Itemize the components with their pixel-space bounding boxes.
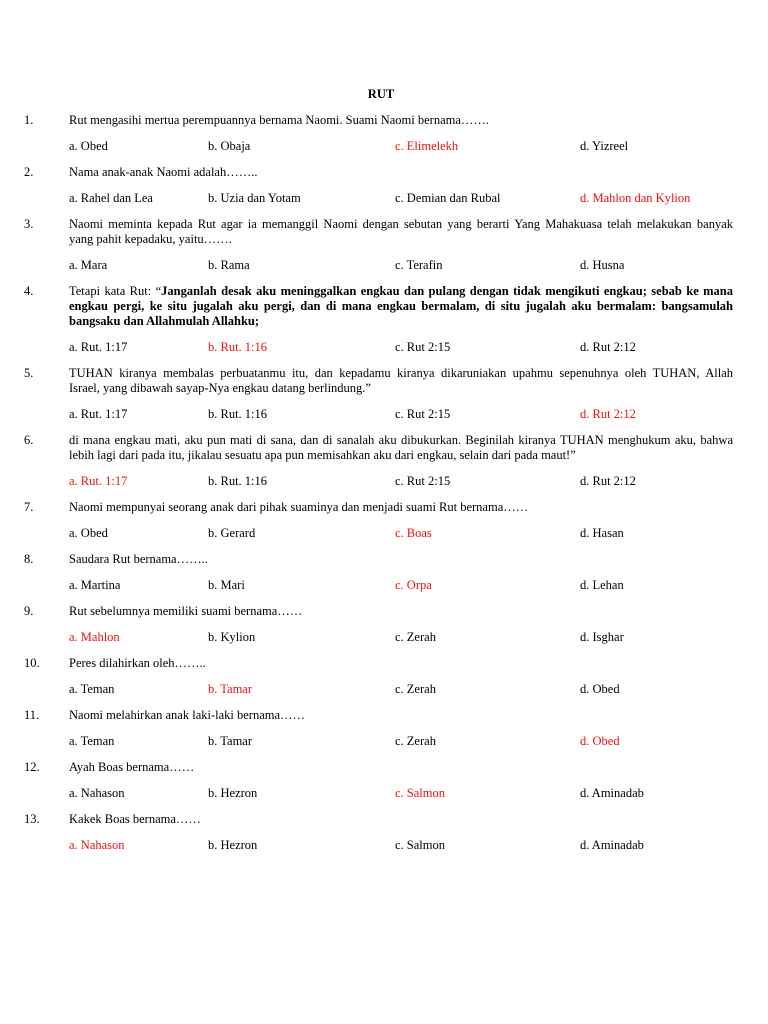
question-5: [0, 366, 733, 422]
question-line: [69, 299, 733, 314]
answer-options: [69, 630, 733, 645]
option-a: a. Mara: [69, 258, 108, 272]
question-number: 1.: [24, 113, 34, 127]
question-number: 11.: [24, 708, 40, 722]
question-text: [69, 552, 733, 567]
question-10: [0, 656, 733, 697]
question-text: [69, 708, 733, 723]
quoted-verse: Janganlah desak aku meninggalkan engkau dan pulang dengan tidak mengikuti engkau; sebab ke mana: [161, 284, 733, 298]
question-line: [69, 500, 733, 515]
question-line: [69, 604, 733, 619]
option-b: b. Tamar: [208, 734, 253, 748]
question-line-text: Naomi meminta kepada Rut agar ia memanggil Naomi dengan sebutan yang berarti Yang Mahakuasa telah melakukan banyak: [69, 217, 733, 231]
question-line-text: TUHAN kiranya membalas perbuatanmu itu, dan kepadamu kiranya dikaruniakan upahmu sepenuhnya oleh TUHAN, Allah: [69, 366, 733, 380]
question-number: 4.: [24, 284, 34, 298]
option-d: d. Isghar: [580, 630, 624, 644]
option-b: b. Kylion: [208, 630, 256, 644]
option-c: c. Salmon: [395, 786, 445, 800]
answer-options: [69, 340, 733, 355]
option-d: d. Aminadab: [580, 838, 644, 852]
question-line: [69, 381, 733, 396]
question-text: [69, 165, 733, 180]
question-line-text: Naomi melahirkan anak laki-laki bernama……: [69, 708, 306, 722]
question-number: 12.: [24, 760, 40, 774]
question-line-text: Rut sebelumnya memiliki suami bernama……: [69, 604, 303, 618]
answer-options: [69, 407, 733, 422]
question-line-text: di mana engkau mati, aku pun mati di sana, dan di sanalah aku dibukurkan. Beginilah kiranya TUHAN menghukum aku, bahwa: [69, 433, 733, 447]
option-b: b. Rut. 1:16: [208, 407, 268, 421]
question-line-text: Nama anak-anak Naomi adalah……..: [69, 165, 258, 179]
question-line: [69, 656, 733, 671]
option-b: b. Mari: [208, 578, 245, 592]
option-c: c. Rut 2:15: [395, 340, 451, 354]
option-a: a. Obed: [69, 139, 108, 153]
answer-options: [69, 258, 733, 273]
answer-options: [69, 838, 733, 853]
question-number: 6.: [24, 433, 34, 447]
question-6: [0, 433, 733, 489]
question-text: [69, 366, 733, 396]
option-b: b. Rut. 1:16: [208, 340, 268, 354]
option-d: d. Aminadab: [580, 786, 644, 800]
option-b: b. Gerard: [208, 526, 256, 540]
question-line: [69, 113, 733, 128]
option-a: a. Rut. 1:17: [69, 407, 128, 421]
option-a: a. Teman: [69, 734, 115, 748]
question-text: [69, 604, 733, 619]
question-line-text: Kakek Boas bernama……: [69, 812, 201, 826]
answer-options: [69, 734, 733, 749]
option-d: d. Hasan: [580, 526, 624, 540]
question-number: 2.: [24, 165, 34, 179]
option-b: b. Tamar: [208, 682, 253, 696]
question-line: [69, 552, 733, 567]
question-line-text: Ayah Boas bernama……: [69, 760, 195, 774]
quoted-verse: engkau pergi, ke situ jugalah aku pergi, dan di mana engkau bermalam, di situ jugalah aku bermalam: bangsamulah: [69, 299, 733, 313]
question-1: [0, 113, 733, 154]
question-text: [69, 812, 733, 827]
question-line: [69, 232, 733, 247]
option-b: b. Uzia dan Yotam: [208, 191, 301, 205]
question-line: [69, 165, 733, 180]
question-number: 7.: [24, 500, 34, 514]
question-line: [69, 433, 733, 448]
question-number: 10.: [24, 656, 40, 670]
option-c: c. Terafin: [395, 258, 443, 272]
question-line: [69, 314, 733, 329]
option-a: a. Rut. 1:17: [69, 340, 128, 354]
option-a: a. Teman: [69, 682, 115, 696]
question-line: [69, 812, 733, 827]
option-d: d. Lehan: [580, 578, 624, 592]
question-9: [0, 604, 733, 645]
answer-options: [69, 191, 733, 206]
answer-options: [69, 786, 733, 801]
option-b: b. Rama: [208, 258, 250, 272]
option-a: a. Rut. 1:17: [69, 474, 128, 488]
option-c: c. Demian dan Rubal: [395, 191, 501, 205]
option-b: b. Hezron: [208, 838, 258, 852]
option-c: c. Zerah: [395, 734, 436, 748]
question-text: [69, 217, 733, 247]
option-d: d. Yizreel: [580, 139, 629, 153]
option-b: b. Obaja: [208, 139, 251, 153]
option-a: a. Rahel dan Lea: [69, 191, 153, 205]
question-line-text: Israel, yang dibawah sayap-Nya engkau datang berlindung.”: [69, 381, 371, 395]
document-title: RUT: [367, 87, 395, 101]
option-c: c. Rut 2:15: [395, 407, 451, 421]
option-b: b. Rut. 1:16: [208, 474, 268, 488]
question-line-text: lebih lagi dari pada itu, jikalau sesuatu apa pun memisahkan aku dari engkau, selain dari pada maut!”: [69, 448, 576, 462]
question-lead: Tetapi kata Rut: “: [69, 284, 162, 298]
option-c: c. Rut 2:15: [395, 474, 451, 488]
option-d: d. Husna: [580, 258, 625, 272]
option-d: d. Rut 2:12: [580, 407, 636, 421]
answer-options: [69, 682, 733, 697]
question-line-text: Peres dilahirkan oleh……..: [69, 656, 206, 670]
question-13: [0, 812, 733, 853]
option-c: c. Salmon: [395, 838, 445, 852]
option-a: a. Martina: [69, 578, 121, 592]
question-text: [69, 433, 733, 463]
answer-options: [69, 578, 733, 593]
question-list: [0, 113, 768, 864]
question-line: [69, 760, 733, 775]
question-line: [69, 217, 733, 232]
option-c: c. Boas: [395, 526, 432, 540]
question-text: [69, 500, 733, 515]
option-d: d. Obed: [580, 734, 620, 748]
option-c: c. Zerah: [395, 682, 436, 696]
question-number: 8.: [24, 552, 34, 566]
answer-options: [69, 474, 733, 489]
option-d: d. Rut 2:12: [580, 474, 636, 488]
quoted-verse: bangsaku dan Allahmulah Allahku;: [69, 314, 260, 328]
answer-options: [69, 139, 733, 154]
question-4: [0, 284, 733, 355]
question-number: 9.: [24, 604, 34, 618]
question-line-text: Saudara Rut bernama……..: [69, 552, 208, 566]
option-a: a. Nahason: [69, 838, 125, 852]
question-line-text: Naomi mempunyai seorang anak dari pihak suaminya dan menjadi suami Rut bernama……: [69, 500, 529, 514]
question-text: [69, 760, 733, 775]
question-text: [69, 656, 733, 671]
question-number: 5.: [24, 366, 34, 380]
question-7: [0, 500, 733, 541]
option-b: b. Hezron: [208, 786, 258, 800]
question-number: 13.: [24, 812, 40, 826]
question-text: [69, 284, 733, 329]
question-12: [0, 760, 733, 801]
question-11: [0, 708, 733, 749]
question-line: [69, 284, 733, 299]
option-a: a. Obed: [69, 526, 108, 540]
option-c: c. Elimelekh: [395, 139, 459, 153]
option-c: c. Orpa: [395, 578, 432, 592]
question-number: 3.: [24, 217, 34, 231]
option-d: d. Obed: [580, 682, 620, 696]
option-d: d. Rut 2:12: [580, 340, 636, 354]
option-a: a. Mahlon: [69, 630, 120, 644]
option-c: c. Zerah: [395, 630, 436, 644]
question-3: [0, 217, 733, 273]
question-line: [69, 708, 733, 723]
question-text: [69, 113, 733, 128]
question-line-text: Rut mengasihi mertua perempuannya bernama Naomi. Suami Naomi bernama…….: [69, 113, 490, 127]
option-a: a. Nahason: [69, 786, 125, 800]
question-8: [0, 552, 733, 593]
question-line-text: yang pahit kepadaku, yaitu…….: [69, 232, 232, 246]
question-line: [69, 448, 733, 463]
question-line: [69, 366, 733, 381]
option-d: d. Mahlon dan Kylion: [580, 191, 691, 205]
question-2: [0, 165, 733, 206]
answer-options: [69, 526, 733, 541]
